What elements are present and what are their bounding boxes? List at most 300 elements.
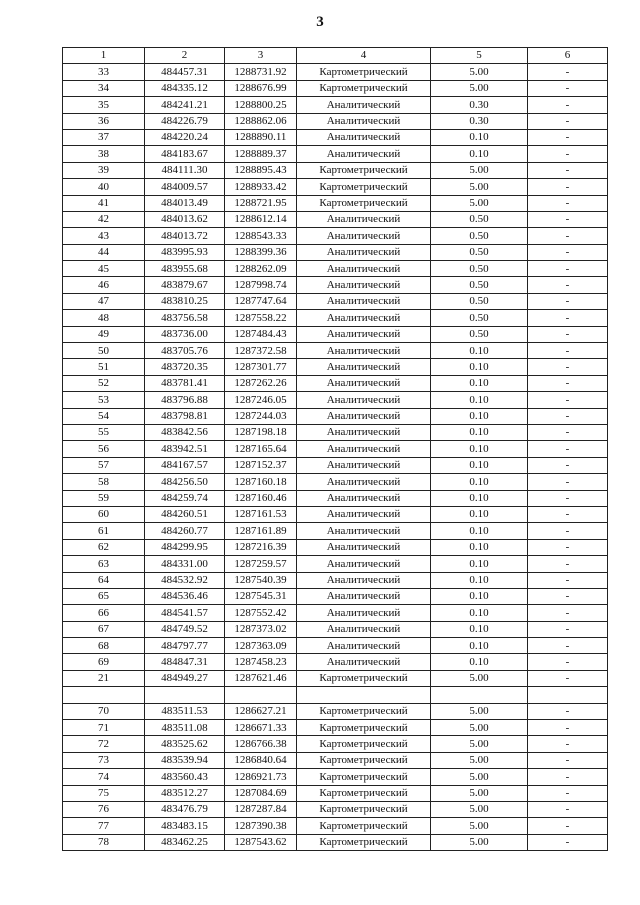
table-cell: 0.10 — [431, 588, 528, 604]
table-cell: 0.50 — [431, 277, 528, 293]
table-cell: Аналитический — [297, 129, 431, 145]
table-row — [63, 129, 608, 145]
table-cell: - — [528, 474, 608, 490]
table-cell: 483512.27 — [145, 785, 225, 801]
table-cell: - — [528, 97, 608, 113]
table-cell: - — [528, 211, 608, 227]
table-cell: - — [528, 506, 608, 522]
table-cell: 483705.76 — [145, 343, 225, 359]
table-cell: - — [528, 785, 608, 801]
table-cell: 483756.58 — [145, 310, 225, 326]
table-cell: 5.00 — [431, 670, 528, 686]
table-cell: - — [528, 539, 608, 555]
table-row — [63, 720, 608, 736]
table-row — [63, 179, 608, 195]
table-cell: 484013.49 — [145, 195, 225, 211]
table-cell: Картометрический — [297, 801, 431, 817]
table-cell: 0.10 — [431, 343, 528, 359]
table-cell: 484259.74 — [145, 490, 225, 506]
table-cell: 1287165.64 — [225, 441, 297, 457]
table-cell: 38 — [63, 146, 145, 162]
table-cell: 0.50 — [431, 261, 528, 277]
page-number: 3 — [316, 14, 324, 30]
table-cell: 483511.53 — [145, 703, 225, 719]
table-cell: 1287259.57 — [225, 556, 297, 572]
table-cell: 0.10 — [431, 539, 528, 555]
table-row — [63, 506, 608, 522]
table-cell: 0.10 — [431, 129, 528, 145]
table-cell — [431, 687, 528, 703]
table-row — [63, 64, 608, 80]
table-cell: Аналитический — [297, 261, 431, 277]
table-cell: 484847.31 — [145, 654, 225, 670]
table-cell: - — [528, 818, 608, 834]
table-row — [63, 801, 608, 817]
table-cell: 47 — [63, 293, 145, 309]
table-cell: Аналитический — [297, 97, 431, 113]
table-row — [63, 687, 608, 703]
table-cell: - — [528, 720, 608, 736]
table-row — [63, 752, 608, 768]
table-cell: Аналитический — [297, 638, 431, 654]
table-cell: 1287152.37 — [225, 457, 297, 473]
table-cell: 74 — [63, 769, 145, 785]
table-cell: - — [528, 244, 608, 260]
table-cell: 70 — [63, 703, 145, 719]
table-cell: 59 — [63, 490, 145, 506]
table-cell: 0.50 — [431, 310, 528, 326]
table-cell: 0.10 — [431, 523, 528, 539]
table-row — [63, 736, 608, 752]
table-cell: 5.00 — [431, 736, 528, 752]
table-cell: Картометрический — [297, 720, 431, 736]
table-row — [63, 162, 608, 178]
table-cell — [145, 687, 225, 703]
table-row — [63, 375, 608, 391]
table-cell: 484949.27 — [145, 670, 225, 686]
table-cell: 5.00 — [431, 769, 528, 785]
table-cell: 484541.57 — [145, 605, 225, 621]
table-cell: Картометрический — [297, 785, 431, 801]
table-cell: 1288543.33 — [225, 228, 297, 244]
table-row — [63, 818, 608, 834]
table-cell: Аналитический — [297, 556, 431, 572]
table-cell: - — [528, 670, 608, 686]
table-cell: 483462.25 — [145, 834, 225, 850]
table-cell: - — [528, 588, 608, 604]
table-row — [63, 326, 608, 342]
table-cell: 1288862.06 — [225, 113, 297, 129]
table-cell: 1287301.77 — [225, 359, 297, 375]
table-cell: 0.10 — [431, 654, 528, 670]
table-cell: 1288721.95 — [225, 195, 297, 211]
table-cell: 55 — [63, 424, 145, 440]
table-cell: Аналитический — [297, 588, 431, 604]
table-cell: Аналитический — [297, 359, 431, 375]
table-cell: Аналитический — [297, 392, 431, 408]
table-cell: - — [528, 572, 608, 588]
table-cell: 64 — [63, 572, 145, 588]
table-cell: - — [528, 834, 608, 850]
table-cell: 0.10 — [431, 474, 528, 490]
table-cell: 76 — [63, 801, 145, 817]
table-cell: 1287287.84 — [225, 801, 297, 817]
table-cell: 50 — [63, 343, 145, 359]
table-cell: - — [528, 80, 608, 96]
table-row — [63, 556, 608, 572]
table-row — [63, 638, 608, 654]
table-row — [63, 588, 608, 604]
header-cell: 6 — [528, 48, 608, 64]
table-cell: Аналитический — [297, 474, 431, 490]
table-cell: 483810.25 — [145, 293, 225, 309]
table-cell: 34 — [63, 80, 145, 96]
table-cell: 43 — [63, 228, 145, 244]
table-cell: 0.50 — [431, 244, 528, 260]
table-header — [63, 48, 608, 64]
table-cell: - — [528, 113, 608, 129]
table-cell: 483995.93 — [145, 244, 225, 260]
table-cell: Аналитический — [297, 293, 431, 309]
table-cell: 53 — [63, 392, 145, 408]
table-body — [63, 64, 608, 851]
table-row — [63, 261, 608, 277]
table-cell: - — [528, 359, 608, 375]
table-cell: 54 — [63, 408, 145, 424]
table-cell: 51 — [63, 359, 145, 375]
table-cell: 78 — [63, 834, 145, 850]
table-cell: - — [528, 129, 608, 145]
table-cell: 1287552.42 — [225, 605, 297, 621]
table-cell — [63, 687, 145, 703]
table-cell: 1287545.31 — [225, 588, 297, 604]
table-cell: Аналитический — [297, 244, 431, 260]
table-cell: - — [528, 375, 608, 391]
table-cell: 483736.00 — [145, 326, 225, 342]
table-row — [63, 343, 608, 359]
table-cell: 1287244.03 — [225, 408, 297, 424]
table-cell: Аналитический — [297, 408, 431, 424]
table-cell: Аналитический — [297, 228, 431, 244]
table-cell: 39 — [63, 162, 145, 178]
table-cell: - — [528, 523, 608, 539]
table-row — [63, 539, 608, 555]
table-cell: Картометрический — [297, 703, 431, 719]
table-cell — [225, 687, 297, 703]
table-cell: Аналитический — [297, 539, 431, 555]
table-cell: - — [528, 179, 608, 195]
table-cell: Картометрический — [297, 818, 431, 834]
table-cell: - — [528, 408, 608, 424]
table-cell: 483796.88 — [145, 392, 225, 408]
header-cell: 4 — [297, 48, 431, 64]
table-cell: Картометрический — [297, 834, 431, 850]
table-cell: - — [528, 424, 608, 440]
table-cell: 72 — [63, 736, 145, 752]
table-cell: 1287216.39 — [225, 539, 297, 555]
table-cell: Аналитический — [297, 654, 431, 670]
table-cell: 1288676.99 — [225, 80, 297, 96]
table-cell: 1288262.09 — [225, 261, 297, 277]
table-cell: - — [528, 441, 608, 457]
table-cell: - — [528, 146, 608, 162]
table-cell: 1287160.46 — [225, 490, 297, 506]
table-row — [63, 834, 608, 850]
table-cell: 52 — [63, 375, 145, 391]
table-cell: 40 — [63, 179, 145, 195]
table-cell: Аналитический — [297, 326, 431, 342]
table-cell: Картометрический — [297, 162, 431, 178]
table-cell: 71 — [63, 720, 145, 736]
table-cell: 0.10 — [431, 490, 528, 506]
table-cell: 484013.62 — [145, 211, 225, 227]
table-cell: 484260.77 — [145, 523, 225, 539]
table-row — [63, 785, 608, 801]
table-row — [63, 621, 608, 637]
table-cell: 1287558.22 — [225, 310, 297, 326]
table-cell: 484797.77 — [145, 638, 225, 654]
table-cell: 1286840.64 — [225, 752, 297, 768]
table-cell: 33 — [63, 64, 145, 80]
table-cell: Аналитический — [297, 457, 431, 473]
table-cell: 0.50 — [431, 293, 528, 309]
table-cell: - — [528, 605, 608, 621]
table-row — [63, 211, 608, 227]
table-cell: 1287484.43 — [225, 326, 297, 342]
table-cell: Аналитический — [297, 506, 431, 522]
table-cell: - — [528, 654, 608, 670]
table-cell: 1287363.09 — [225, 638, 297, 654]
table-cell: 49 — [63, 326, 145, 342]
table-row — [63, 310, 608, 326]
table-cell: 0.30 — [431, 113, 528, 129]
table-cell: - — [528, 293, 608, 309]
table-cell: - — [528, 736, 608, 752]
table-cell: 484009.57 — [145, 179, 225, 195]
table-row — [63, 359, 608, 375]
table-cell: 1286766.38 — [225, 736, 297, 752]
table-cell: Аналитический — [297, 343, 431, 359]
table-cell: 0.10 — [431, 424, 528, 440]
table-cell: 0.50 — [431, 228, 528, 244]
table-cell: 483879.67 — [145, 277, 225, 293]
table-cell: 1287747.64 — [225, 293, 297, 309]
table-cell: - — [528, 703, 608, 719]
table-cell: 62 — [63, 539, 145, 555]
table-row — [63, 195, 608, 211]
table-row — [63, 441, 608, 457]
table-cell: Аналитический — [297, 424, 431, 440]
table-cell: 484167.57 — [145, 457, 225, 473]
table-cell: 1287198.18 — [225, 424, 297, 440]
table-cell: - — [528, 769, 608, 785]
table-cell: Аналитический — [297, 605, 431, 621]
table-cell: 45 — [63, 261, 145, 277]
table-row — [63, 424, 608, 440]
table-cell: 0.30 — [431, 97, 528, 113]
table-cell: 5.00 — [431, 179, 528, 195]
table-cell: 483525.62 — [145, 736, 225, 752]
table-cell: - — [528, 195, 608, 211]
table-cell: 0.10 — [431, 621, 528, 637]
table-cell: - — [528, 326, 608, 342]
table-cell: 483476.79 — [145, 801, 225, 817]
table-cell: 0.10 — [431, 359, 528, 375]
header-cell: 1 — [63, 48, 145, 64]
table-cell: - — [528, 277, 608, 293]
table-cell: Аналитический — [297, 523, 431, 539]
table-cell: 483560.43 — [145, 769, 225, 785]
table-cell: Картометрический — [297, 80, 431, 96]
table-cell: 484260.51 — [145, 506, 225, 522]
table-cell: Аналитический — [297, 211, 431, 227]
table-cell: 484299.95 — [145, 539, 225, 555]
table-cell: 1286627.21 — [225, 703, 297, 719]
table-row — [63, 605, 608, 621]
table-cell: 1286671.33 — [225, 720, 297, 736]
table-row — [63, 523, 608, 539]
table-cell: 5.00 — [431, 703, 528, 719]
table-cell: Аналитический — [297, 375, 431, 391]
table-cell: 69 — [63, 654, 145, 670]
coordinates-table — [62, 47, 608, 851]
table-cell: 0.10 — [431, 408, 528, 424]
table-cell: - — [528, 457, 608, 473]
table-cell — [297, 687, 431, 703]
table-row — [63, 113, 608, 129]
table-cell: 1287543.62 — [225, 834, 297, 850]
table-cell: 21 — [63, 670, 145, 686]
table-cell: 1288731.92 — [225, 64, 297, 80]
table-row — [63, 572, 608, 588]
table-cell: 1288933.42 — [225, 179, 297, 195]
table-cell: 0.10 — [431, 441, 528, 457]
table-cell: Аналитический — [297, 572, 431, 588]
table-cell: - — [528, 162, 608, 178]
table-cell: 5.00 — [431, 834, 528, 850]
table-cell: Картометрический — [297, 64, 431, 80]
table-cell: - — [528, 638, 608, 654]
table-cell: 61 — [63, 523, 145, 539]
table-cell: - — [528, 621, 608, 637]
table-cell: - — [528, 752, 608, 768]
table-cell: 0.50 — [431, 326, 528, 342]
table-cell: 0.50 — [431, 211, 528, 227]
table-cell: 0.10 — [431, 605, 528, 621]
table-cell: 1287161.53 — [225, 506, 297, 522]
table-cell: 1288889.37 — [225, 146, 297, 162]
table-cell: Аналитический — [297, 146, 431, 162]
table-cell: 483842.56 — [145, 424, 225, 440]
table-row — [63, 490, 608, 506]
table-cell: Аналитический — [297, 441, 431, 457]
table-cell: 484335.12 — [145, 80, 225, 96]
table-cell: 484241.21 — [145, 97, 225, 113]
table-cell: Аналитический — [297, 277, 431, 293]
table-cell: 68 — [63, 638, 145, 654]
header-cell: 2 — [145, 48, 225, 64]
table-cell: - — [528, 228, 608, 244]
table-cell: 1288612.14 — [225, 211, 297, 227]
table-cell: 483798.81 — [145, 408, 225, 424]
table-cell: 484111.30 — [145, 162, 225, 178]
table-row — [63, 97, 608, 113]
table-cell: - — [528, 490, 608, 506]
table-cell: 42 — [63, 211, 145, 227]
table-row — [63, 80, 608, 96]
table-cell: 483955.68 — [145, 261, 225, 277]
table-cell: 1287998.74 — [225, 277, 297, 293]
table-cell: 484749.52 — [145, 621, 225, 637]
table-cell: 0.10 — [431, 375, 528, 391]
table-cell: 0.10 — [431, 392, 528, 408]
table-cell: 1287540.39 — [225, 572, 297, 588]
table-cell: 0.10 — [431, 457, 528, 473]
table-cell: 1288399.36 — [225, 244, 297, 260]
table-cell: 1287084.69 — [225, 785, 297, 801]
table-cell: Картометрический — [297, 769, 431, 785]
table-cell: 44 — [63, 244, 145, 260]
table-cell: 66 — [63, 605, 145, 621]
table-cell: 5.00 — [431, 818, 528, 834]
table-cell: 1288800.25 — [225, 97, 297, 113]
table-cell: 65 — [63, 588, 145, 604]
table-cell: Аналитический — [297, 310, 431, 326]
table-cell: 1288895.43 — [225, 162, 297, 178]
table-cell: - — [528, 392, 608, 408]
table-cell: 1287246.05 — [225, 392, 297, 408]
table-cell: 5.00 — [431, 195, 528, 211]
table-cell: 484013.72 — [145, 228, 225, 244]
table-cell: 0.10 — [431, 146, 528, 162]
table-cell: 0.10 — [431, 506, 528, 522]
table-cell: 484457.31 — [145, 64, 225, 80]
table-cell: 58 — [63, 474, 145, 490]
table-cell: 483720.35 — [145, 359, 225, 375]
table-cell: Картометрический — [297, 736, 431, 752]
table-cell: 46 — [63, 277, 145, 293]
table-row — [63, 244, 608, 260]
table-row — [63, 228, 608, 244]
header-row — [63, 48, 608, 64]
table-cell: - — [528, 310, 608, 326]
table-cell: 484256.50 — [145, 474, 225, 490]
table-cell: 1287390.38 — [225, 818, 297, 834]
table-cell: Аналитический — [297, 113, 431, 129]
table-cell: 483942.51 — [145, 441, 225, 457]
table-cell: 1287372.58 — [225, 343, 297, 359]
table-cell: Картометрический — [297, 179, 431, 195]
table-cell: 5.00 — [431, 801, 528, 817]
table-cell: 75 — [63, 785, 145, 801]
table-row — [63, 670, 608, 686]
table-row — [63, 277, 608, 293]
table-cell: - — [528, 64, 608, 80]
table-row — [63, 293, 608, 309]
table-cell: 5.00 — [431, 752, 528, 768]
table-cell: 35 — [63, 97, 145, 113]
header-cell: 3 — [225, 48, 297, 64]
table-cell: 1287621.46 — [225, 670, 297, 686]
table-cell: 484331.00 — [145, 556, 225, 572]
table-cell: - — [528, 801, 608, 817]
table-cell: 5.00 — [431, 720, 528, 736]
table-cell: 1286921.73 — [225, 769, 297, 785]
table-cell: 484183.67 — [145, 146, 225, 162]
table-cell: 0.10 — [431, 556, 528, 572]
table-cell: 483483.15 — [145, 818, 225, 834]
table-cell: 1287458.23 — [225, 654, 297, 670]
